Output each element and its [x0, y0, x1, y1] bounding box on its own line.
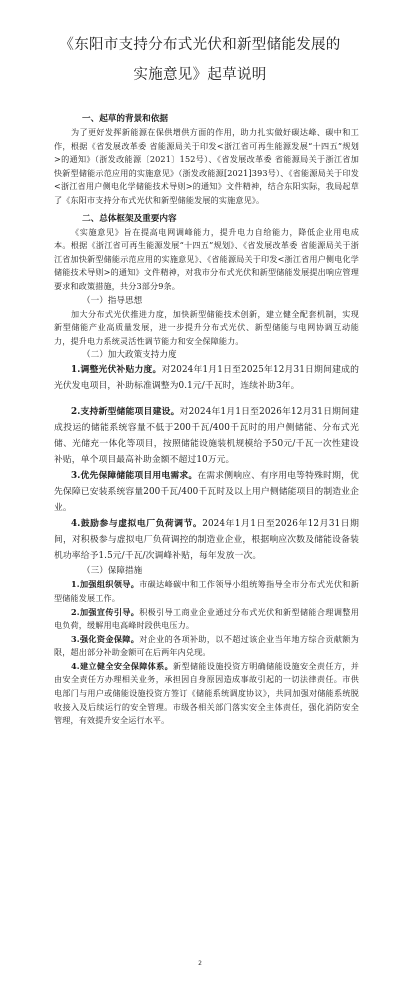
safeguard-item-3-label: 3.强化资金保障。: [71, 633, 140, 644]
safeguard-item-3-text: 对企业的各项补助，以不超过该企业当年地方综合贡献额为限，超出部分补助金额可在后两年内兑现。: [54, 633, 359, 658]
section-heading-background: 一、起草的背景和依据: [82, 114, 168, 124]
page-number: 2: [198, 960, 202, 967]
paragraph-guiding-ideology: 加大分布式光伏推进力度，加快新型储能技术创新，建立健全配套机制，实现新型储能产业高质量发展，进一步提升分布式光伏、新型储能与电网协调互动能力，提升电力系统灵活性调节能力和安全保障能力。: [54, 308, 359, 346]
policy-item-2-text: 对2024年1月1日至2026年12月31日期间建成投运的储能系统容量不低于200千瓦/400千瓦时的用户侧储能、分布式光储、光储充一体化等项目，按照储能设施装机规模给予50元/千瓦一次性建设补贴，单个项目最高补助金额不超过10万元。: [54, 407, 360, 466]
subsection-heading-policy-support: （二）加大政策支持力度: [82, 350, 177, 361]
policy-item-4-text: 2024年1月1日至2026年12月31日期间，对积极参与虚拟电厂负荷调控的制造业企业，根据响应次数及储能设备装机功率给予1.5元/千瓦/次调峰补贴，每年发放一次。: [54, 519, 359, 562]
safeguard-item-4-label: 4.建立健全安全保障体系。: [71, 660, 174, 671]
policy-item-4-label: 4.鼓励参与虚拟电厂负荷调节。: [71, 519, 203, 530]
policy-item-3-text: 在需求侧响应、有序用电等特殊时期，优先保障已安装系统容量200千瓦/400千瓦时及以上用户侧储能项目的制造业企业。: [54, 471, 359, 514]
subsection-heading-safeguards: （三）保障措施: [82, 566, 143, 577]
section-heading-framework: 二、总体框架及重要内容: [82, 213, 177, 224]
safeguard-item-2-label: 2.加强宣传引导。: [71, 606, 140, 617]
policy-item-4: [54, 516, 359, 564]
paragraph-background: 为了更好发挥新能源在保供增供方面的作用，助力扎实做好碳达峰、碳中和工作，根据《省发展改革委 省能源局关于印发<浙江省可再生能源发展“十四五”规划>的通知》（浙发改能源〔2021〕152号）、《省发展改革委 省能源局关于浙江省加快新型储能示范应用的实施意见》（浙发改能源[2021]393号）、《省能源局关于印发<浙江省用户侧电化学储能技术导则>的通知》文件精神，结合东阳实际，我局起草了《东阳市支持分布式光伏和新型储能发展的实施意见》。: [54, 127, 359, 205]
document-title-line-2: 实施意见》起草说明: [133, 67, 267, 83]
document-title-line-1: 《东阳市支持分布式光伏和新型储能发展的: [59, 37, 341, 53]
safeguard-item-1-label: 1.加强组织领导。: [71, 579, 140, 590]
policy-item-3: [54, 468, 359, 516]
policy-item-2-label: 2.支持新型储能项目建设。: [71, 407, 180, 418]
policy-item-1-label: 1.调整光伏补贴力度。: [71, 365, 162, 376]
safeguard-item-3: [54, 633, 359, 660]
policy-item-2: [54, 404, 359, 468]
subsection-heading-guiding-ideology: （一）指导思想: [82, 295, 143, 306]
paragraph-framework: 《实施意见》旨在提高电网调峰能力，提升电力自给能力，降低企业用电成本。根据《浙江省可再生能源发展“十四五”规划》、《省发展改革委 省能源局关于浙江省加快新型储能示范应用的实施意见》、《省能源局关于印发<浙江省用户侧电化学储能技术导则>的通知》文件精神，对我市分布式光伏和新型储能发展提出响应管理要求和政策措施，共分3部分9条。: [54, 226, 359, 291]
safeguard-item-1: [54, 578, 359, 605]
policy-item-1-text: 对2024年1月1日至2025年12月31日期间建成的光伏发电项目，补助标准调整为0.1元/千瓦时，连续补助3年。: [54, 365, 359, 392]
document-body: [54, 112, 359, 728]
safeguard-item-1-text: 市碳达峰碳中和工作领导小组统筹指导全市分布式光伏和新型储能发展工作。: [54, 579, 359, 603]
safeguard-item-4-text: 新型储能设施投资方明确储能设施安全责任方，并由安全责任方办理相关业务，承担因自身原因造成事故引起的一切法律责任。市供电部门与用户或储能设施投资方签订《储能系统调度协议》，共同加强对储能系统脱收接入及后续运行的安全管理。市级各相关部门落实安全主体责任，强化消防安全管理，有效提升安全运行水平。: [54, 660, 359, 726]
safeguard-item-2: [54, 606, 359, 633]
safeguard-item-2-text: 积极引导工商业企业通过分布式光伏和新型储能合理调整用电负荷，缓解用电高峰时段供电压力。: [54, 606, 359, 631]
policy-item-1: [54, 362, 359, 394]
safeguard-item-4: [54, 660, 359, 728]
policy-item-3-label: 3.优先保障储能项目用电需求。: [71, 471, 198, 482]
